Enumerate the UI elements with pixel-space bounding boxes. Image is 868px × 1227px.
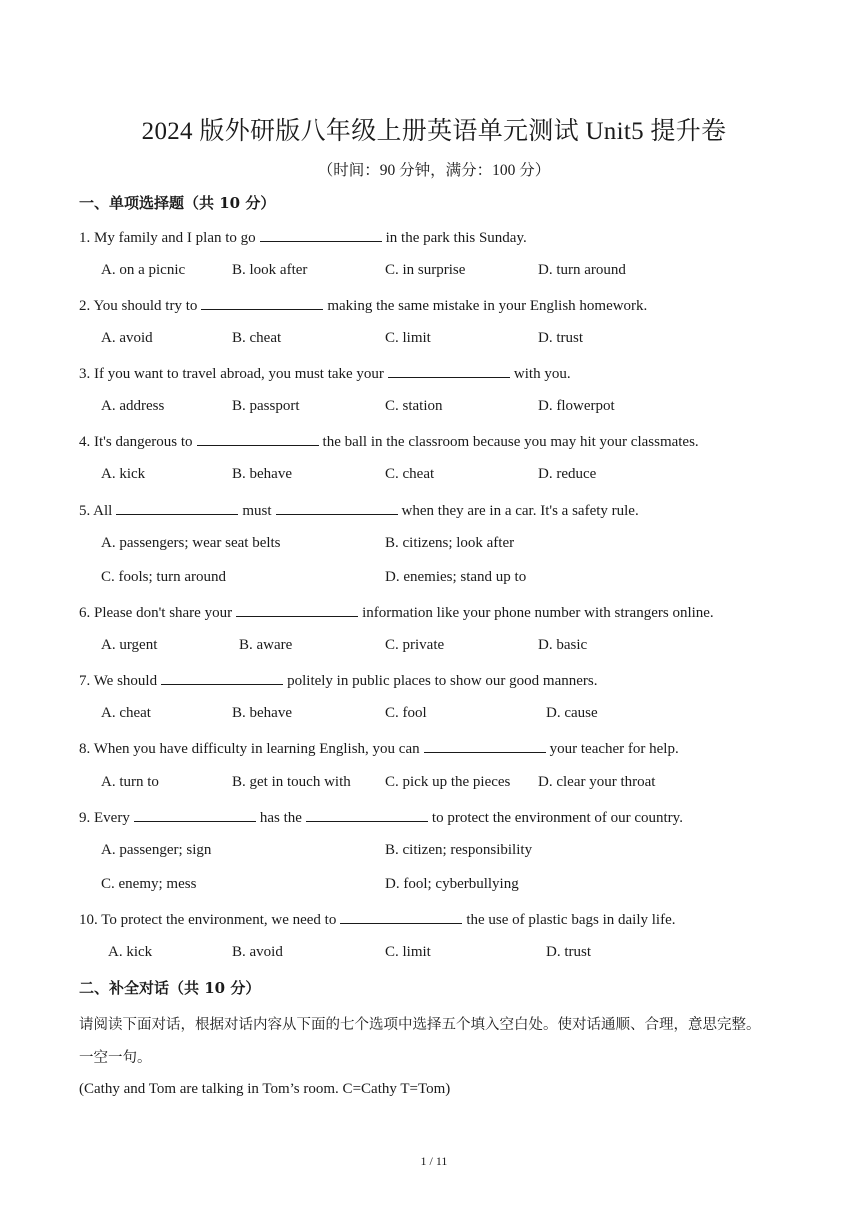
option-d: D. clear your throat [538, 774, 656, 790]
answer-blank [424, 739, 546, 753]
option-a: A. passengers; wear seat belts [101, 535, 281, 551]
option-c: C. limit [385, 330, 431, 346]
option-d: D. turn around [538, 262, 626, 278]
question-text: 4. It's dangerous to [79, 434, 193, 450]
question-text: 8. When you have difficulty in learning English, you can [79, 741, 420, 757]
question-text: when they are in a car. It's a safety rule. [401, 503, 639, 519]
option-c: C. limit [385, 944, 431, 960]
option-a: A. urgent [101, 637, 158, 653]
question-8 [79, 739, 679, 758]
option-a: A. turn to [101, 774, 159, 790]
question-10 [79, 910, 675, 929]
answer-blank [388, 364, 510, 378]
answer-blank [260, 228, 382, 242]
question-text: 10. To protect the environment, we need to [79, 912, 337, 928]
option-b: B. behave [232, 705, 292, 721]
question-7 [79, 671, 597, 690]
question-text: making the same mistake in your English homework. [327, 298, 648, 314]
dialogue-context: (Cathy and Tom are talking in Tom’s room. C=Cathy T=Tom) [79, 1081, 451, 1097]
option-c: C. enemy; mess [101, 876, 197, 892]
option-c: C. fools; turn around [101, 569, 226, 585]
question-1 [79, 228, 527, 247]
answer-blank [306, 808, 428, 822]
option-c: C. station [385, 398, 443, 414]
question-text: with you. [513, 366, 571, 382]
option-d: D. enemies; stand up to [385, 569, 527, 585]
option-c: C. cheat [385, 466, 435, 482]
option-d: D. fool; cyberbullying [385, 876, 519, 892]
option-a: A. passenger; sign [101, 842, 212, 858]
question-text: 1. My family and I plan to go [79, 230, 256, 246]
answer-blank [161, 671, 283, 685]
option-b: B. behave [232, 466, 292, 482]
question-text: 3. If you want to travel abroad, you must take your [79, 366, 384, 382]
option-d: D. reduce [538, 466, 597, 482]
page-subtitle: （时间：90 分钟，满分：100 分） [317, 162, 551, 179]
option-b: B. citizens; look after [385, 535, 515, 551]
option-b: B. passport [232, 398, 300, 414]
option-a: A. kick [101, 466, 146, 482]
question-4 [79, 432, 699, 451]
page-title: 2024 版外研版八年级上册英语单元测试 Unit5 提升卷 [141, 118, 727, 145]
question-text: 5. All [79, 503, 113, 519]
question-text: 9. Every [79, 810, 130, 826]
option-d: D. flowerpot [538, 398, 615, 414]
option-d: D. basic [538, 637, 588, 653]
question-text: information like your phone number with strangers online. [362, 605, 714, 621]
question-6 [79, 603, 714, 622]
question-text: 2. You should try to [79, 298, 198, 314]
option-d: D. trust [538, 330, 583, 346]
question-9 [79, 808, 683, 827]
question-text: the ball in the classroom because you may hit your classmates. [322, 434, 699, 450]
option-a: A. on a picnic [101, 262, 186, 278]
question-text: politely in public places to show our good manners. [287, 673, 598, 689]
instruction-text: 请阅读下面对话，根据对话内容从下面的七个选项中选择五个填入空白处。使对话通顺、合理，意思完整。 [79, 1017, 761, 1033]
answer-blank [134, 808, 256, 822]
option-b: B. aware [239, 637, 293, 653]
option-b: B. get in touch with [232, 774, 351, 790]
option-c: C. in surprise [385, 262, 466, 278]
instruction-text-continued: 一空一句。 [79, 1050, 152, 1066]
answer-blank [236, 603, 358, 617]
question-text: must [242, 503, 272, 519]
option-a: A. cheat [101, 705, 151, 721]
question-5 [79, 501, 639, 520]
page-number: 1 / 11 [420, 1154, 448, 1168]
option-c: C. pick up the pieces [385, 774, 511, 790]
option-b: B. look after [232, 262, 308, 278]
option-a: A. avoid [101, 330, 153, 346]
option-d: D. cause [546, 705, 598, 721]
option-a: A. kick [108, 944, 153, 960]
question-text: the use of plastic bags in daily life. [466, 912, 676, 928]
question-2 [79, 296, 647, 315]
answer-blank [201, 296, 323, 310]
answer-blank [340, 910, 462, 924]
option-b: B. cheat [232, 330, 282, 346]
section-heading-2: 二、补全对话（共 10 分） [79, 979, 261, 997]
option-c: C. fool [385, 705, 427, 721]
option-b: B. avoid [232, 944, 283, 960]
question-text: has the [259, 810, 302, 826]
option-b: B. citizen; responsibility [385, 842, 533, 858]
question-text: your teacher for help. [549, 741, 679, 757]
question-text: 7. We should [79, 673, 158, 689]
question-text: in the park this Sunday. [385, 230, 527, 246]
section-heading-1: 一、单项选择题（共 10 分） [79, 194, 276, 212]
option-a: A. address [101, 398, 165, 414]
answer-blank [197, 432, 319, 446]
answer-blank [276, 501, 398, 515]
question-3 [79, 364, 571, 383]
question-text: 6. Please don't share your [79, 605, 233, 621]
option-d: D. trust [546, 944, 591, 960]
option-c: C. private [385, 637, 445, 653]
question-text: to protect the environment of our country. [431, 810, 683, 826]
answer-blank [116, 501, 238, 515]
